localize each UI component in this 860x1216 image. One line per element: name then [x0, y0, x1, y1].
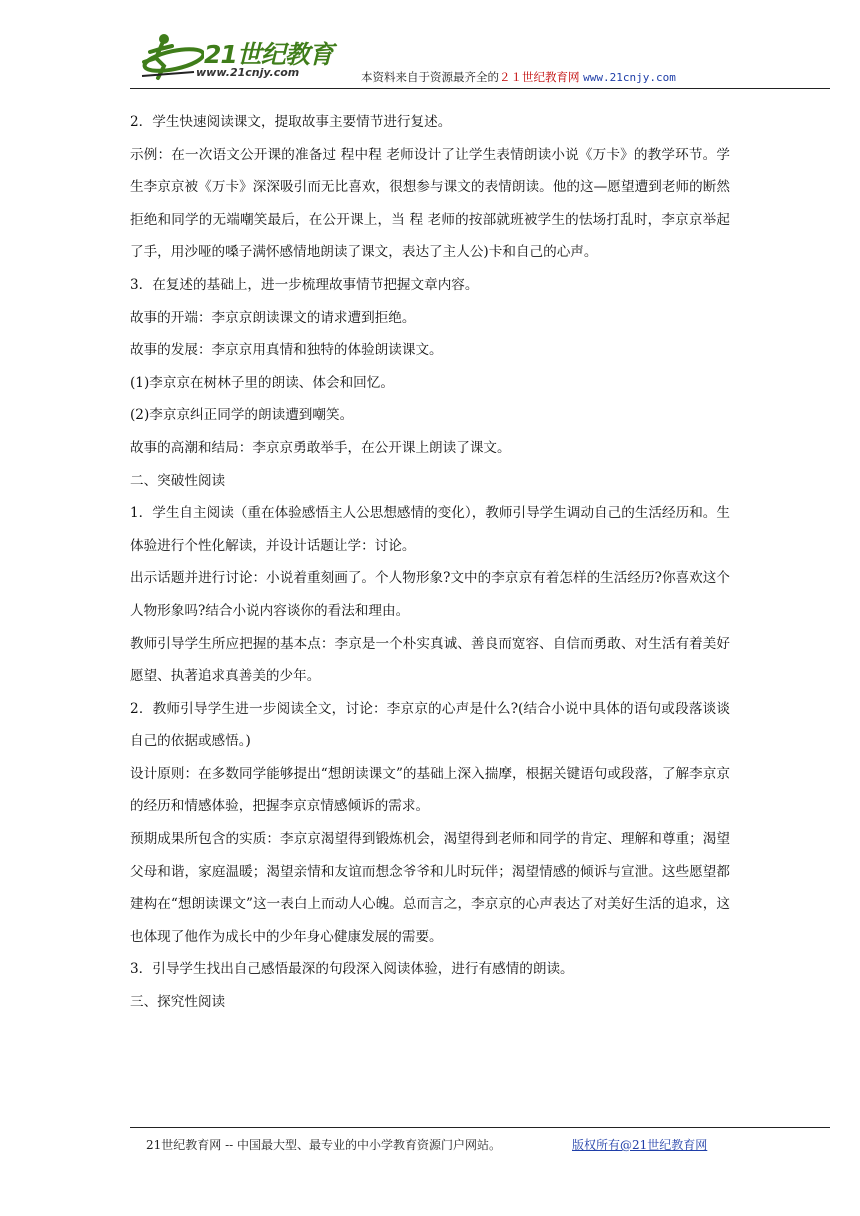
paragraph: 1．学生自主阅读（重在体验感悟主人公思想感情的变化），教师引导学生调动自己的生活经历和。生体验进行个性化解读，并设计话题让学：讨论。 — [130, 505, 730, 554]
paragraph: (2)李京京纠正同学的朗读遭到嘲笑。 — [130, 407, 354, 424]
logo-url: www.21cnjy.com — [196, 66, 300, 79]
paragraph: 示例：在一次语文公开课的准备过 程中程 老师设计了让学生表情朗读小说《万卡》的教学环节。学生李京京被《万卡》深深吸引而无比喜欢，很想参与课文的表情朗读。他的这—愿望遭到老师的断然拒绝和同学的无端嘲笑最后，在公开课上，当 程 老师的按部就班被学生的怯场打乱时，李京京举起了手，用沙哑的嗓子满怀感情地朗读了课文，表达了主人公)卡和自己的心声。 — [130, 146, 730, 261]
logo — [134, 32, 334, 88]
header-prefix: 本资料来自于资源最齐全的 — [361, 70, 499, 84]
logo-name: 21世纪教育 — [204, 40, 333, 69]
header-divider — [130, 88, 830, 89]
copyright-link[interactable]: 版权所有@21世纪教育网 — [572, 1138, 708, 1152]
header-tagline — [361, 69, 676, 85]
paragraph: 故事的开端：李京京朗读课文的请求遭到拒绝。 — [130, 309, 416, 326]
paragraph: 2．学生快速阅读课文，提取故事主要情节进行复述。 — [130, 114, 452, 130]
document-body — [130, 106, 730, 1019]
paragraph: 出示话题并进行讨论：小说着重刻画了。个人物形象?文中的李京京有着怎样的生活经历?你喜欢这个人物形象吗?结合小说内容谈你的看法和理由。 — [130, 570, 730, 619]
paragraph: 设计原则：在多数同学能够提出“想朗读课文”的基础上深入揣摩，根据关键语句或段落，了解李京京的经历和情感体验，把握李京京情感倾诉的需求。 — [130, 765, 730, 815]
footer-text: 21世纪教育网 -- 中国最大型、最专业的中小学教育资源门户网站。 — [146, 1138, 502, 1152]
footer-divider — [130, 1127, 830, 1128]
section-heading: 三、探究性阅读 — [130, 994, 226, 1011]
paragraph: 预期成果所包含的实质：李京京渴望得到锻炼机会，渴望得到老师和同学的肯定、理解和尊重；渴望父母和谐，家庭温暖；渴望亲情和友谊而想念爷爷和儿时玩伴；渴望情感的倾诉与宣泄。这些愿望都建构在“想朗读课文”这一表白上而动人心魄。总而言之，李京京的心声表达了对美好生活的追求，这也体现了他作为成长中的少年身心健康发展的需要。 — [130, 831, 730, 945]
header-url-link[interactable]: www.21cnjy.com — [583, 71, 676, 84]
page-header — [128, 22, 738, 88]
paragraph: 故事的高潮和结局：李京京勇敢举手，在公开课上朗读了课文。 — [130, 439, 511, 456]
header-brand: ２１世纪教育网 — [499, 70, 580, 84]
section-heading: 二、突破性阅读 — [130, 472, 226, 489]
paragraph: 教师引导学生所应把握的基本点：李京是一个朴实真诚、善良而宽容、自信而勇敢、对生活有着美好愿望、执著追求真善美的少年。 — [130, 635, 730, 685]
runner-logo-icon — [134, 32, 204, 82]
paragraph: (1)李京京在树林子里的朗读、体会和回忆。 — [130, 374, 394, 391]
paragraph: 3．引导学生找出自己感悟最深的句段深入阅读体验，进行有感情的朗读。 — [130, 961, 574, 978]
paragraph: 3．在复述的基础上，进一步梳理故事情节把握文章内容。 — [130, 276, 479, 293]
paragraph: 故事的发展：李京京用真情和独特的体验朗读课文。 — [130, 342, 443, 359]
paragraph: 2．教师引导学生进一步阅读全文，讨论：李京京的心声是什么?(结合小说中具体的语句或段落谈谈自己的依据或感悟。) — [130, 700, 730, 750]
